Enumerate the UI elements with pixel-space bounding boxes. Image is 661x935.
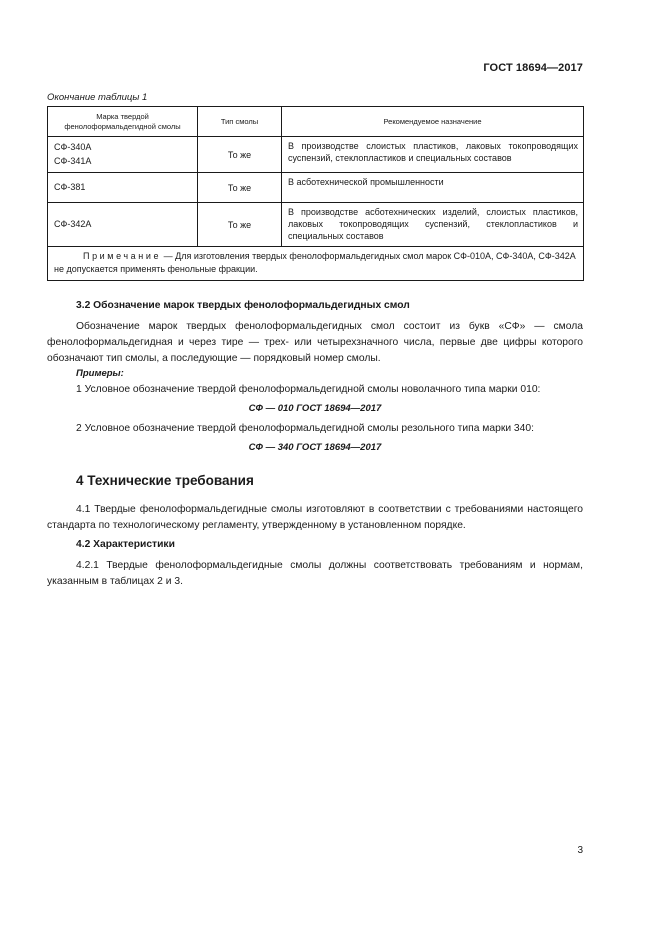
- table-header-row: [48, 107, 584, 137]
- section-4-2-1-paragraph: 4.2.1 Твердые фенолоформальдегидные смолы должны соответствовать требованиям и нормам, указанным в таблицах 2 и 3.: [47, 560, 583, 587]
- section-3-2-heading: 3.2 Обозначение марок твердых фенолоформальдегидных смол: [76, 300, 410, 311]
- purpose-cell: В производстве слоистых пластиков, лаковых токопроводящих суспензий, стеклопластиков и специальных составов: [282, 137, 584, 173]
- section-3-2-paragraph: Обозначение марок твердых фенолоформальдегидных смол состоит из букв «СФ» — смола фенолоформальдегидная и через тире — трех- или четырехзначного числа, первые две цифры которого обозначают тип смолы, а последующие — порядковый номер смолы.: [47, 321, 583, 364]
- table-row: [48, 173, 584, 203]
- note-text: — Для изготовления твердых фенолоформальдегидных смол марок СФ-010А, СФ-340А, СФ-342А не допускается применять фенольные фракции.: [54, 251, 576, 274]
- mark-cell: [48, 137, 198, 173]
- type-cell: То же: [198, 203, 282, 247]
- examples-label: Примеры:: [76, 368, 124, 379]
- note-label: Примечание: [83, 251, 162, 261]
- table-row: [48, 137, 584, 173]
- table-note-row: [48, 247, 584, 281]
- mark-value: СФ-381: [54, 182, 86, 192]
- example-2: 2 Условное обозначение твердой фенолоформальдегидной смолы резольного типа марки 340:: [76, 423, 534, 434]
- column-header-purpose: Рекомендуемое назначение: [282, 107, 584, 137]
- page-number: 3: [577, 845, 583, 856]
- section-4-heading: 4 Технические требования: [76, 473, 254, 488]
- type-cell: То же: [198, 137, 282, 173]
- document-header: ГОСТ 18694—2017: [483, 62, 583, 74]
- mark-value: СФ-341А: [54, 156, 92, 166]
- column-header-mark: Марка твердой фенолоформальдегидной смолы: [48, 107, 198, 137]
- table-row: [48, 203, 584, 247]
- formula-2: СФ — 340 ГОСТ 18694—2017: [248, 442, 382, 453]
- purpose-cell: В производстве асботехнических изделий, слоистых пластиков, лаковых токопроводящих суспензий, стеклопластиков и специальных составов: [282, 203, 584, 247]
- mark-value: СФ-342А: [54, 219, 92, 229]
- example-1: 1 Условное обозначение твердой фенолоформальдегидной смолы новолачного типа марки 010:: [76, 384, 541, 395]
- mark-cell: [48, 173, 198, 203]
- section-4-2-heading: 4.2 Характеристики: [76, 539, 175, 550]
- formula-1: СФ — 010 ГОСТ 18694—2017: [248, 403, 382, 414]
- resin-table: [47, 106, 584, 281]
- table-note: [48, 247, 584, 281]
- type-cell: То же: [198, 173, 282, 203]
- purpose-cell: В асботехнической промышленности: [282, 173, 584, 203]
- table-caption: Окончание таблицы 1: [47, 92, 148, 103]
- column-header-type: Тип смолы: [198, 107, 282, 137]
- mark-value: СФ-340А: [54, 142, 92, 152]
- section-4-1-paragraph: 4.1 Твердые фенолоформальдегидные смолы изготовляют в соответствии с требованиями настоящего стандарта по технологическому регламенту, утвержденному в установленном порядке.: [47, 504, 583, 531]
- mark-cell: [48, 203, 198, 247]
